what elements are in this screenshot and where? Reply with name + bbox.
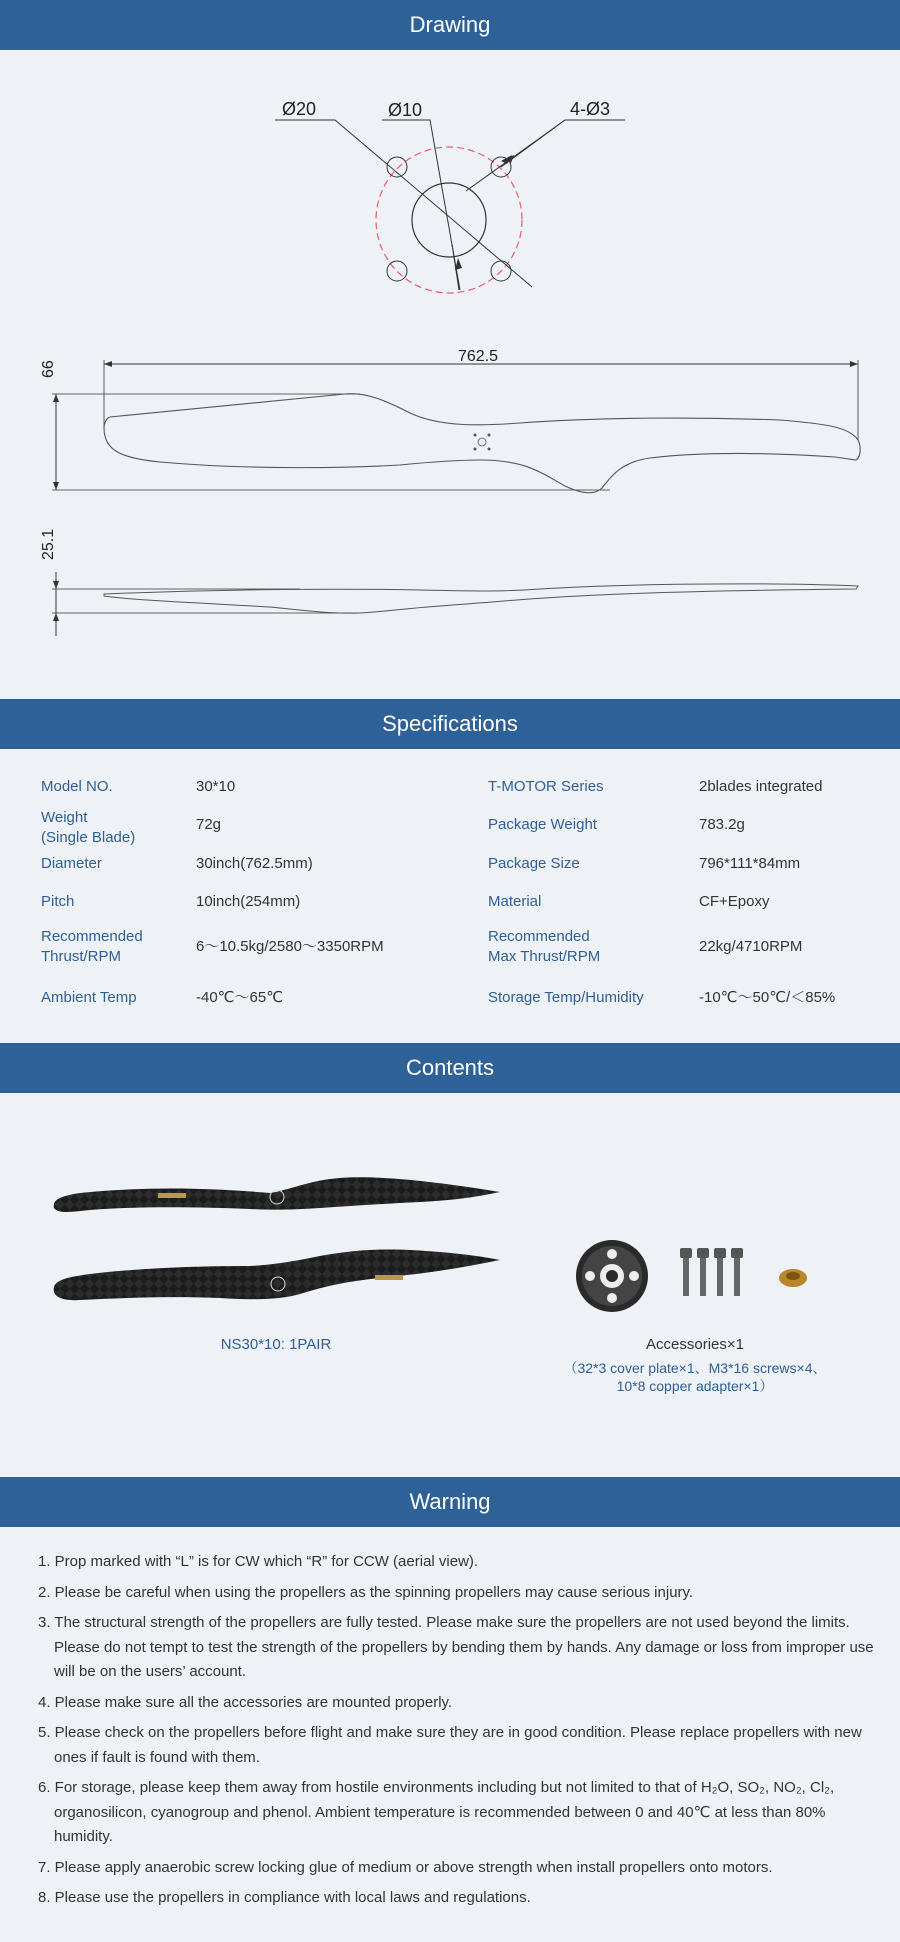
warning-title: Warning bbox=[409, 1489, 491, 1514]
spec-value-ambient-temp: -40℃～65℃ bbox=[196, 989, 284, 1006]
spec-label-package-size: Package Size bbox=[488, 855, 580, 872]
spec-value-material: CF+Epoxy bbox=[699, 893, 770, 910]
accessories-line-2: 10*8 copper adapter×1） bbox=[616, 1378, 774, 1394]
blade-top-view bbox=[0, 340, 900, 510]
spec-value-max-thrust: 22kg/4710RPM bbox=[699, 938, 803, 955]
spec-label-model: Model NO. bbox=[41, 778, 113, 795]
spec-value-package-size: 796*111*84mm bbox=[699, 855, 801, 872]
spec-value-storage: -10℃～50℃/＜85% bbox=[699, 989, 836, 1006]
spec-label-pitch: Pitch bbox=[41, 893, 75, 910]
leader-phi10 bbox=[382, 120, 460, 290]
brand-logo bbox=[158, 1193, 186, 1198]
drawing-title: Drawing bbox=[409, 12, 491, 37]
screws bbox=[680, 1248, 743, 1296]
propeller-caption: NS30*10: 1PAIR bbox=[220, 1336, 332, 1353]
blade-hub-hole bbox=[488, 434, 491, 437]
hub-drawing bbox=[0, 50, 900, 300]
warning-list bbox=[38, 1550, 878, 1917]
copper-adapter bbox=[779, 1269, 807, 1287]
spec-label-series: T-MOTOR Series bbox=[488, 778, 604, 795]
warning-item-6: 6. For storage, please keep them away from hostile environments including but not limited to that of H₂O, SO₂, NO₂, Cl₂, organosilicon, cyanogroup and phenol. Ambient temperature is recommended between 0 and 40℃ at less than 80% humidity. bbox=[38, 1779, 835, 1845]
contents-header bbox=[0, 1043, 900, 1093]
drawing-header bbox=[0, 0, 900, 50]
warning-item-4: 4. Please make sure all the accessories are mounted properly. bbox=[38, 1693, 453, 1711]
cover-plate bbox=[576, 1240, 648, 1312]
arrowhead bbox=[104, 361, 112, 367]
spec-value-pitch: 10inch(254mm) bbox=[196, 893, 301, 910]
dim-thickness: 25.1 bbox=[40, 528, 57, 560]
blade-side-view bbox=[0, 515, 900, 640]
dim-length: 762.5 bbox=[458, 348, 499, 365]
accessories-image bbox=[574, 1236, 814, 1316]
warning-item-2: 2. Please be careful when using the propellers as the spinning propellers may cause serious injury. bbox=[38, 1583, 694, 1601]
blade-hub-hole bbox=[488, 448, 491, 451]
arrowhead bbox=[850, 361, 858, 367]
accessories-title: Accessories×1 bbox=[646, 1336, 744, 1353]
blade-side-outline bbox=[104, 584, 858, 613]
warning-item-7: 7. Please apply anaerobic screw locking glue of medium or above strength when install propellers onto motors. bbox=[38, 1858, 773, 1876]
spec-label-diameter: Diameter bbox=[41, 855, 102, 872]
blade-outline bbox=[104, 394, 860, 493]
blade-hub-center bbox=[478, 438, 486, 446]
warning-item-1: 1. Prop marked with “L” is for CW which “R” for CCW (aerial view). bbox=[38, 1553, 479, 1570]
blade-hub-hole bbox=[474, 448, 477, 451]
spec-label-recommended-thrust: Recommended Thrust/RPM bbox=[41, 928, 143, 965]
spec-label-weight: Weight (Single Blade) bbox=[41, 809, 136, 846]
leader-phi20 bbox=[275, 120, 532, 287]
propeller-blade-2 bbox=[54, 1249, 500, 1300]
spec-value-package-weight: 783.2g bbox=[699, 816, 745, 833]
spec-label-material: Material bbox=[488, 893, 542, 910]
warning-header bbox=[0, 1477, 900, 1527]
spec-label-storage: Storage Temp/Humidity bbox=[488, 989, 644, 1006]
brand-logo bbox=[375, 1275, 403, 1280]
spec-value-weight: 72g bbox=[196, 816, 222, 833]
arrowhead bbox=[455, 258, 462, 270]
spec-value-recommended-thrust: 6～10.5kg/2580～3350RPM bbox=[196, 938, 384, 955]
spec-value-model: 30*10 bbox=[196, 778, 236, 795]
arrowhead bbox=[53, 613, 59, 621]
warning-item-8: 8. Please use the propellers in compliance with local laws and regulations. bbox=[38, 1889, 531, 1906]
dim-phi10: Ø10 bbox=[388, 100, 423, 120]
propeller-blade-1 bbox=[54, 1177, 500, 1212]
mount-hole-bl bbox=[387, 261, 407, 281]
spec-label-ambient-temp: Ambient Temp bbox=[41, 989, 137, 1006]
hub-outer-circle bbox=[376, 147, 522, 293]
spec-value-series: 2blades integrated bbox=[699, 778, 823, 795]
arrowhead bbox=[53, 581, 59, 589]
specifications-title: Specifications bbox=[382, 711, 518, 736]
propeller-pair-image bbox=[40, 1160, 510, 1320]
spec-value-diameter: 30inch(762.5mm) bbox=[196, 855, 313, 872]
spec-label-package-weight: Package Weight bbox=[488, 816, 597, 833]
dim-4phi3: 4-Ø3 bbox=[570, 99, 611, 119]
specifications-header bbox=[0, 699, 900, 749]
blade-hub-hole bbox=[474, 434, 477, 437]
spec-label-max-thrust: Recommended Max Thrust/RPM bbox=[488, 928, 601, 965]
dim-width: 66 bbox=[40, 360, 57, 378]
dim-phi20: Ø20 bbox=[282, 99, 317, 119]
warning-item-3: 3. The structural strength of the propellers are fully tested. Please make sure the propellers are not used beyond the limits. Please do not tempt to test the strength of the propellers by bending them by hands. Any damage or loss from improper use will be on the users’ account. bbox=[38, 1614, 874, 1680]
contents-title: Contents bbox=[405, 1055, 495, 1080]
leader-4phi3-arm bbox=[466, 120, 565, 191]
leader-4phi3 bbox=[501, 120, 625, 167]
warning-item-5: 5. Please check on the propellers before flight and make sure they are in good condition. Please replace propellers with new ones if fault is found with them. bbox=[38, 1724, 862, 1766]
accessories-line-1: （32*3 cover plate×1、M3*16 screws×4、 bbox=[563, 1360, 827, 1376]
arrowhead bbox=[53, 482, 59, 490]
arrowhead bbox=[53, 394, 59, 402]
